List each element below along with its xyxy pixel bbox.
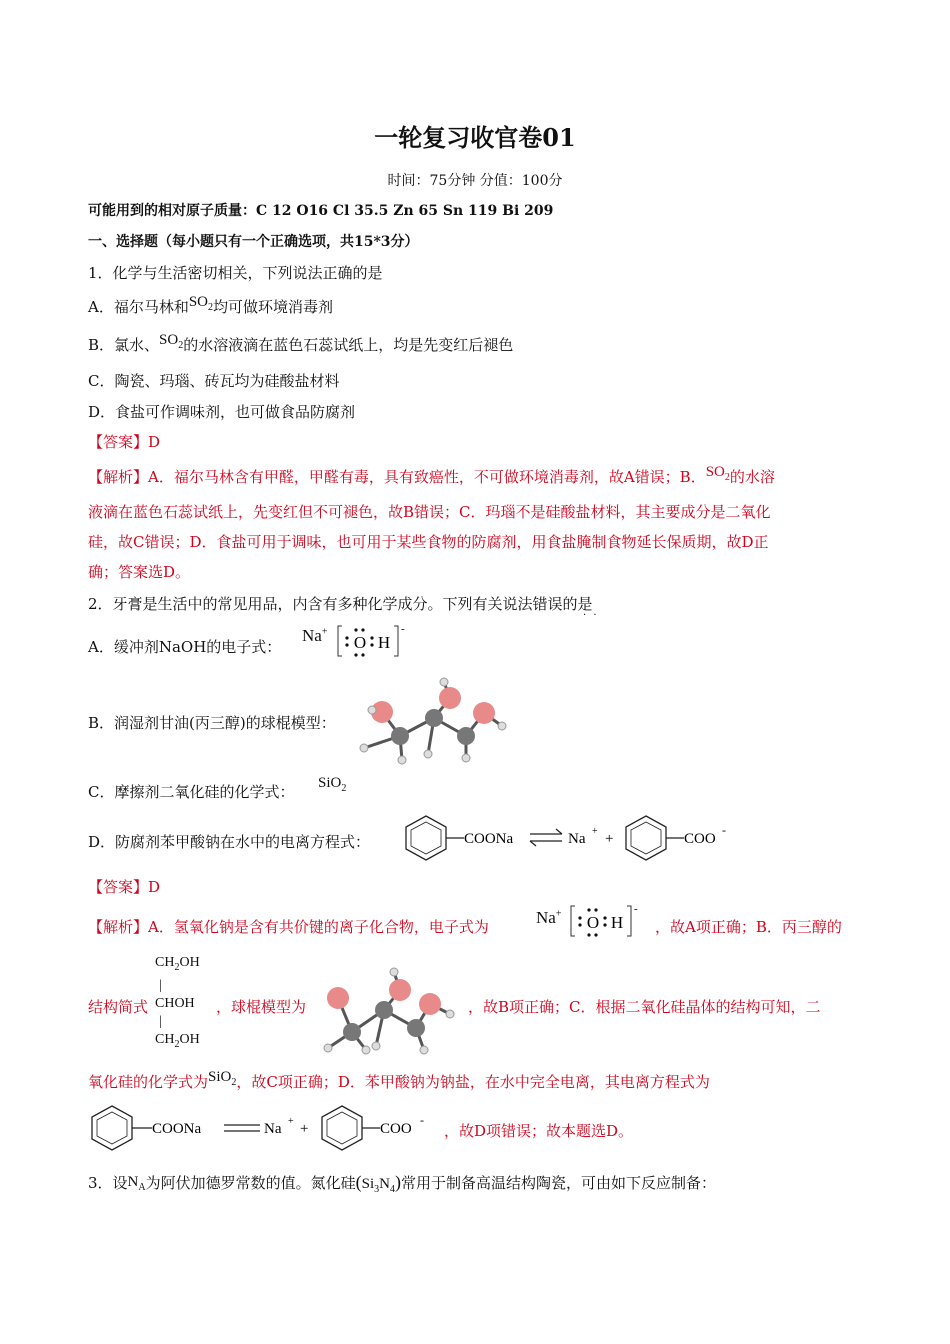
charge-minus: - bbox=[401, 623, 405, 635]
svg-text:COONa: COONa bbox=[152, 1121, 202, 1137]
svg-text:H: H bbox=[610, 913, 624, 932]
section-heading: 一、选择题（每小题只有一个正确选项，共15*3分） bbox=[88, 234, 419, 250]
na-ion: Na bbox=[568, 831, 586, 847]
svg-text:+: + bbox=[605, 831, 614, 847]
svg-text:-: - bbox=[634, 903, 638, 915]
glycerol-ball-stick-model-2 bbox=[318, 962, 468, 1058]
q1-explanation-line4: 确；答案选D。 bbox=[88, 563, 191, 581]
coona-label: COONa bbox=[464, 831, 514, 847]
svg-text:COO: COO bbox=[380, 1121, 412, 1137]
q1-stem: 1．化学与生活密切相关，下列说法正确的是 bbox=[88, 264, 383, 282]
q2-option-c: C．摩擦剂二氧化硅的化学式： bbox=[88, 783, 295, 801]
q1-explanation-line1: 【解析】A．福尔马林含有甲醛，甲醛有毒，具有致癌性，不可做环境消毒剂，故A错误；B．$SO_2$的水溶 bbox=[88, 464, 775, 486]
emphasis-dots: · · bbox=[583, 610, 599, 621]
svg-text:Na: Na bbox=[264, 1121, 282, 1137]
exam-info: 时间：75分钟 分值：100分 bbox=[387, 173, 563, 189]
q2-explanation-line2-a: 结构简式 bbox=[88, 998, 149, 1016]
svg-text:+: + bbox=[300, 1121, 309, 1137]
svg-text:+: + bbox=[592, 826, 598, 837]
q1-explanation-line3: 硅，故C错误；D．食盐可用于调味，也可用于某些食物的防腐剂，用食盐腌制食物延长保质期，故D正 bbox=[88, 533, 769, 551]
svg-text:-: - bbox=[722, 823, 726, 837]
q2-option-b: B．润湿剂甘油(丙三醇)的球棍模型： bbox=[88, 714, 336, 732]
naoh-electron-bracket-svg bbox=[336, 624, 406, 660]
naoh-electron-formula-2: Na+ bbox=[536, 908, 562, 927]
q2-option-a: A．缓冲剂NaOH的电子式： bbox=[88, 638, 282, 656]
q1-option-b: B．氯水、$SO_2$的水溶液滴在蓝色石蕊试纸上，均是先变红后褪色 bbox=[88, 332, 514, 354]
svg-text:-: - bbox=[420, 1113, 424, 1127]
atomic-masses: 可能用到的相对原子质量：C 12 O16 Cl 35.5 Zn 65 Sn 119 Bi 209 bbox=[88, 203, 554, 219]
naoh-electron-formula: Na+ bbox=[302, 626, 328, 645]
naoh-electron-bracket-svg-2 bbox=[569, 904, 639, 940]
q1-option-d: D．食盐可作调味剂，也可做食品防腐剂 bbox=[88, 403, 356, 421]
q1-option-a: A．福尔马林和$SO_2$均可做环境消毒剂 bbox=[88, 294, 334, 316]
q3-stem: 3．设$N_A$为阿伏加德罗常数的值。氮化硅$(Si_3N_4)$常用于制备高温结构陶瓷，可由如下反应制备： bbox=[88, 1172, 717, 1195]
q2-explanation-line2-c: ，故B项正确；C．根据二氧化硅晶体的结构可知，二 bbox=[468, 998, 821, 1016]
glycerol-ball-stick-model bbox=[352, 668, 512, 768]
ionization-equation-complete bbox=[86, 1100, 446, 1154]
q2-explanation-line4: ，故D项错误；故本题选D。 bbox=[444, 1122, 634, 1140]
coo-label: COO bbox=[684, 831, 716, 847]
q2-option-d: D．防腐剂苯甲酸钠在水中的电离方程式： bbox=[88, 833, 371, 851]
q2-stem: 2．牙膏是生活中的常见用品，内含有多种化学成分。下列有关说法错误的是 bbox=[88, 595, 593, 613]
hydrogen-symbol: H bbox=[377, 633, 391, 652]
q2-explanation-line1-b: ，故A项正确；B．丙三醇的 bbox=[655, 918, 842, 936]
q1-explanation-line2: 液滴在蓝色石蕊试纸上，先变红但不可褪色，故B错误；C．玛瑙不是硅酸盐材料，其主要成分是二氧化 bbox=[88, 503, 771, 521]
q2-answer: 【答案】D bbox=[88, 878, 161, 896]
svg-text:+: + bbox=[288, 1116, 294, 1127]
glycerol-structural-formula: $CH_2OH$ | CHOH | $CH_2OH$ bbox=[155, 955, 200, 1050]
q1-option-c: C．陶瓷、玛瑙、砖瓦均为硅酸盐材料 bbox=[88, 372, 340, 390]
q2-explanation-line1-a: 【解析】A．氢氧化钠是含有共价键的离子化合物，电子式为 bbox=[88, 918, 489, 936]
ionization-equation-reversible bbox=[400, 810, 740, 864]
oxygen-symbol: O bbox=[353, 633, 367, 652]
q2-explanation-line2-b: ，球棍模型为 bbox=[216, 998, 307, 1016]
q2-explanation-line3: 氧化硅的化学式为SiO$_2$，故C项正确；D．苯甲酸钠为钠盐，在水中完全电离，其电离方程式为 bbox=[88, 1069, 710, 1091]
svg-text:O: O bbox=[586, 913, 600, 932]
q1-answer: 【答案】D bbox=[88, 433, 161, 451]
sio2-formula: SiO$_2$ bbox=[318, 775, 347, 794]
page-title: 一轮复习收官卷01 bbox=[374, 123, 576, 152]
